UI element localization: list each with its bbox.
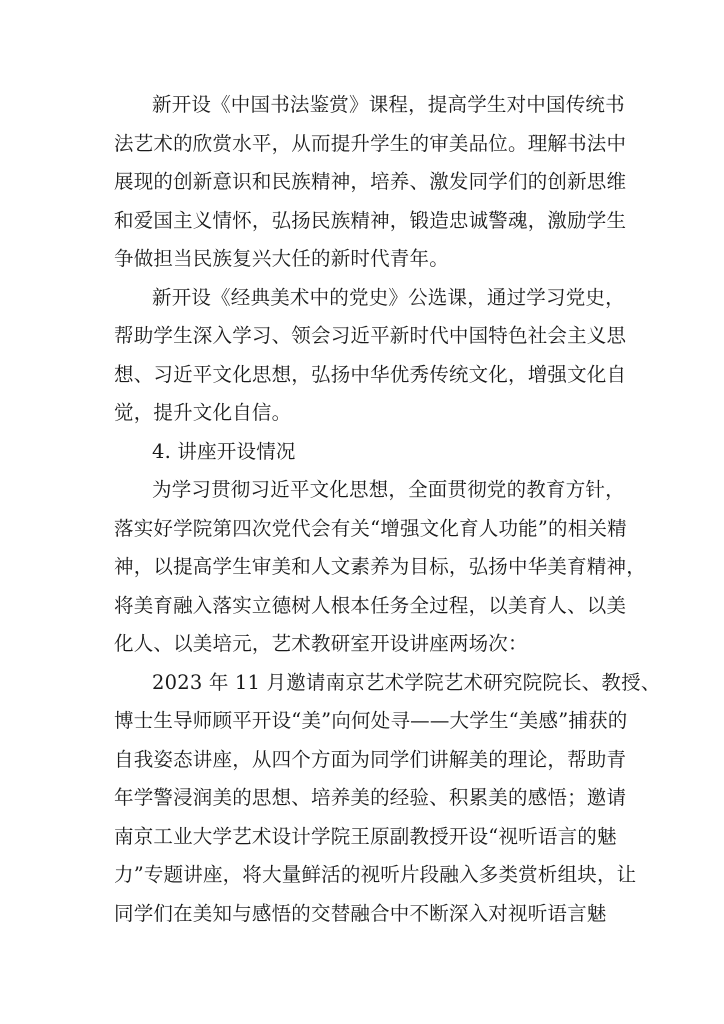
paragraph-line: 将美育融入落实立德树人根本任务全过程，以美育人、以美	[114, 594, 627, 617]
paragraph-line: 神，以提高学生审美和人文素养为目标，弘扬中华美育精神，	[114, 555, 646, 578]
paragraph-line: 争做担当民族复兴大任的新时代青年。	[114, 247, 449, 270]
paragraph-line: 为学习贯彻习近平文化思想，全面贯彻党的教育方针，	[152, 478, 625, 501]
paragraph-line: 觉，提升文化自信。	[114, 401, 292, 424]
paragraph-line: 落实好学院第四次党代会有关“增强文化育人功能”的相关精	[114, 517, 627, 540]
paragraph-line: 年学警浸润美的思想、培养美的经验、积累美的感悟；邀请	[114, 786, 627, 809]
paragraph-line: 和爱国主义情怀，弘扬民族精神，锻造忠诚警魂，激励学生	[114, 209, 627, 232]
paragraph-line: 2023 年 11 月邀请南京艺术学院艺术研究院院长、教授、	[152, 671, 661, 694]
section-heading: 4. 讲座开设情况	[152, 440, 296, 463]
paragraph-line: 博士生导师顾平开设“美”向何处寻——大学生“美感”捕获的	[114, 709, 628, 732]
paragraph-line: 同学们在美知与感悟的交替融合中不断深入对视听语言魅	[114, 902, 607, 925]
paragraph-line: 法艺术的欣赏水平，从而提升学生的审美品位。理解书法中	[114, 132, 627, 155]
paragraph-line: 力”专题讲座，将大量鲜活的视听片段融入多类赏析组块，让	[114, 863, 637, 886]
paragraph-line: 新开设《经典美术中的党史》公选课，通过学习党史，	[152, 286, 625, 309]
paragraph-line: 自我姿态讲座，从四个方面为同学们讲解美的理论，帮助青	[114, 748, 627, 771]
paragraph-line: 南京工业大学艺术设计学院王原副教授开设“视听语言的魅	[114, 825, 617, 848]
paragraph-line: 新开设《中国书法鉴赏》课程，提高学生对中国传统书	[152, 93, 625, 116]
paragraph-line: 展现的创新意识和民族精神，培养、激发同学们的创新思维	[114, 170, 627, 193]
paragraph-line: 化人、以美培元，艺术教研室开设讲座两场次：	[114, 632, 528, 655]
paragraph-line: 想、习近平文化思想，弘扬中华优秀传统文化，增强文化自	[114, 363, 627, 386]
paragraph-line: 帮助学生深入学习、领会习近平新时代中国特色社会主义思	[114, 324, 627, 347]
